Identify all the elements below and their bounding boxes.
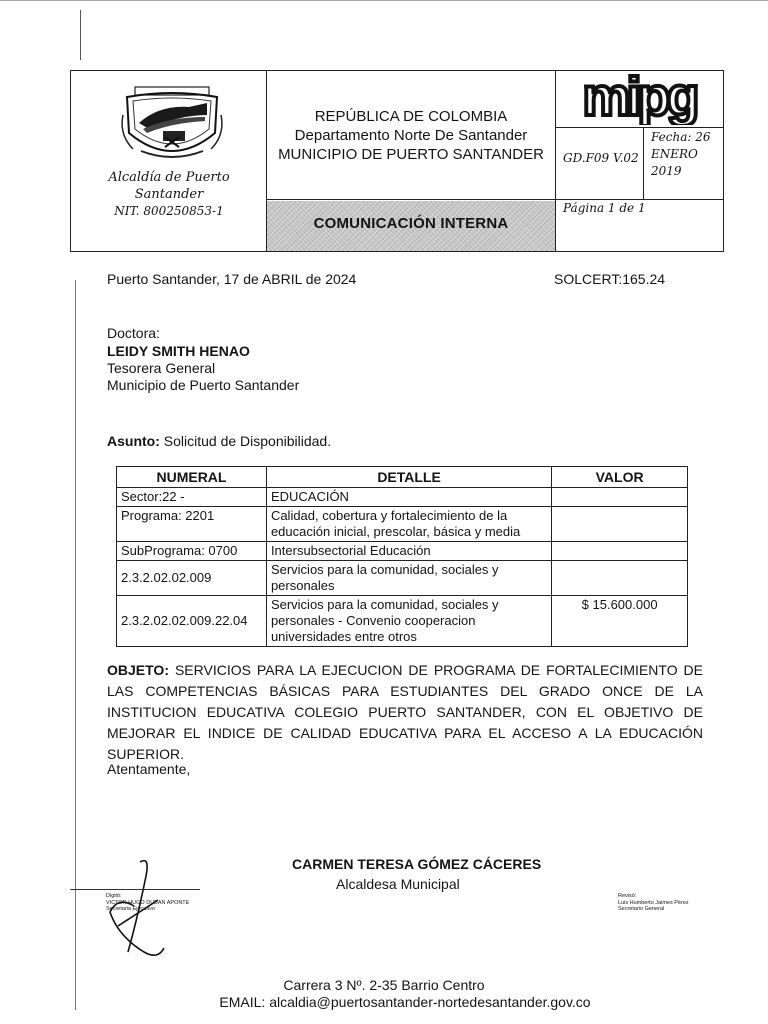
document-header: [70, 70, 724, 252]
cell-valor: $ 15.600.000: [552, 596, 688, 647]
recipient-name: LEIDY SMITH HENAO: [107, 343, 250, 359]
cell-numeral: Sector:22 -: [117, 488, 267, 507]
subject-label: Asunto:: [107, 433, 160, 449]
initials-right: [618, 893, 689, 913]
header-divider: [555, 127, 723, 128]
title-line-departamento: Departamento Norte De Santander: [294, 127, 528, 144]
table-header-row: [117, 467, 688, 488]
initials-label: Revisó:: [618, 893, 637, 899]
nit-label: NIT. 800250853-1: [114, 204, 224, 218]
fecha-block: [651, 129, 711, 180]
closing: Atentamente,: [107, 761, 191, 777]
subject-line: [107, 432, 331, 451]
initials-role: Secretario General: [618, 906, 665, 912]
header-title: [267, 107, 555, 164]
cell-numeral: Programa: 2201: [117, 507, 267, 542]
banner-label: COMUNICACIÓN INTERNA: [313, 215, 509, 232]
budget-table: [116, 466, 688, 647]
cell-numeral: SubPrograma: 0700: [117, 542, 267, 561]
initials-left: [106, 893, 189, 913]
fecha-line: ENERO: [651, 147, 698, 161]
municipal-crest-logo: [119, 85, 225, 165]
column-header-detalle: DETALLE: [266, 467, 551, 488]
cell-numeral: 2.3.2.02.02.009.22.04: [117, 596, 267, 647]
table-row: [117, 507, 688, 542]
cell-detalle: Servicios para la comunidad, sociales y personales - Convenio cooperacion universidades entre otros: [266, 596, 551, 647]
alcaldia-name: [79, 169, 259, 220]
fecha-line: 2019: [651, 164, 682, 178]
column-header-valor: VALOR: [552, 467, 688, 488]
header-divider: [555, 71, 556, 251]
subject-text: Solicitud de Disponibilidad.: [159, 433, 332, 449]
header-divider: [643, 127, 644, 199]
mipg-logo: [569, 71, 709, 125]
scan-artifact: [75, 280, 76, 1010]
initials-divider: [70, 889, 200, 890]
table-row: [117, 561, 688, 596]
column-header-numeral: NUMERAL: [117, 467, 267, 488]
comunicacion-interna-banner: [267, 201, 555, 251]
table-row: [117, 596, 688, 647]
reference-number: SOLCERT:165.24: [554, 271, 666, 287]
objeto-text: SERVICIOS PARA LA EJECUCION DE PROGRAMA DE FORTALECIMIENTO DE LAS COMPETENCIAS BÁSICAS PARA ESTUDIANTES DEL GRADO ONCE DE LA INSTITUCION EDUCATIVA COLEGIO PUERTO SANTANDER, CON EL OBJETIVO DE MEJORAR EL INDICE DE CALIDAD EDUCATIVA PARA EL ACCESO A LA EDUCACIÓN SUPERIOR.: [107, 662, 703, 762]
footer-email: EMAIL: alcaldia@puertosantander-nortedesantander.gov.co: [219, 994, 591, 1010]
cell-valor: [552, 561, 688, 596]
initials-label: Digitó:: [106, 893, 122, 899]
table-row: [117, 542, 688, 561]
cell-detalle: EDUCACIÓN: [266, 488, 551, 507]
cell-valor: [552, 488, 688, 507]
cell-numeral: 2.3.2.02.02.009: [117, 561, 267, 596]
recipient-role: Tesorera General: [107, 360, 216, 376]
cell-valor: [552, 507, 688, 542]
title-line-municipio: MUNICIPIO DE PUERTO SANTANDER: [278, 146, 544, 163]
objeto-paragraph: [107, 660, 703, 765]
document-code: GD.F09 V.02: [563, 151, 639, 165]
signatory-name: CARMEN TERESA GÓMEZ CÁCERES: [292, 856, 542, 872]
initials-role: Secretaria Ejecutivo: [106, 906, 155, 912]
fecha-line: Fecha: 26: [651, 130, 711, 144]
title-line-republica: REPÚBLICA DE COLOMBIA: [314, 108, 508, 125]
alcaldia-label: Alcaldía de Puerto Santander: [108, 170, 230, 202]
signatory-role: Alcaldesa Municipal: [336, 876, 460, 892]
page-number: Página 1 de 1: [563, 201, 646, 215]
cell-detalle: Calidad, cobertura y fortalecimiento de la educación inicial, prescolar, básica y media: [266, 507, 551, 542]
mipg-logo-text: mipg: [582, 71, 696, 125]
scan-artifact: [80, 10, 81, 60]
footer-address: Carrera 3 Nº. 2-35 Barrio Centro: [283, 977, 485, 993]
recipient-org: Municipio de Puerto Santander: [107, 377, 300, 393]
objeto-label: OBJETO:: [107, 662, 169, 678]
salutation: Doctora:: [107, 325, 160, 341]
table-row: [117, 488, 688, 507]
cell-detalle: Intersubsectorial Educación: [266, 542, 551, 561]
initials-name: Luis Humberto Jaimes Pérez: [618, 899, 689, 906]
cell-valor: [552, 542, 688, 561]
header-divider: [266, 199, 723, 200]
initials-name: VICTOR HUGO DUBAN APONTE: [106, 899, 190, 906]
place-date: Puerto Santander, 17 de ABRIL de 2024: [107, 271, 357, 287]
cell-detalle: Servicios para la comunidad, sociales y personales: [266, 561, 551, 596]
scan-artifact: [0, 0, 768, 1]
